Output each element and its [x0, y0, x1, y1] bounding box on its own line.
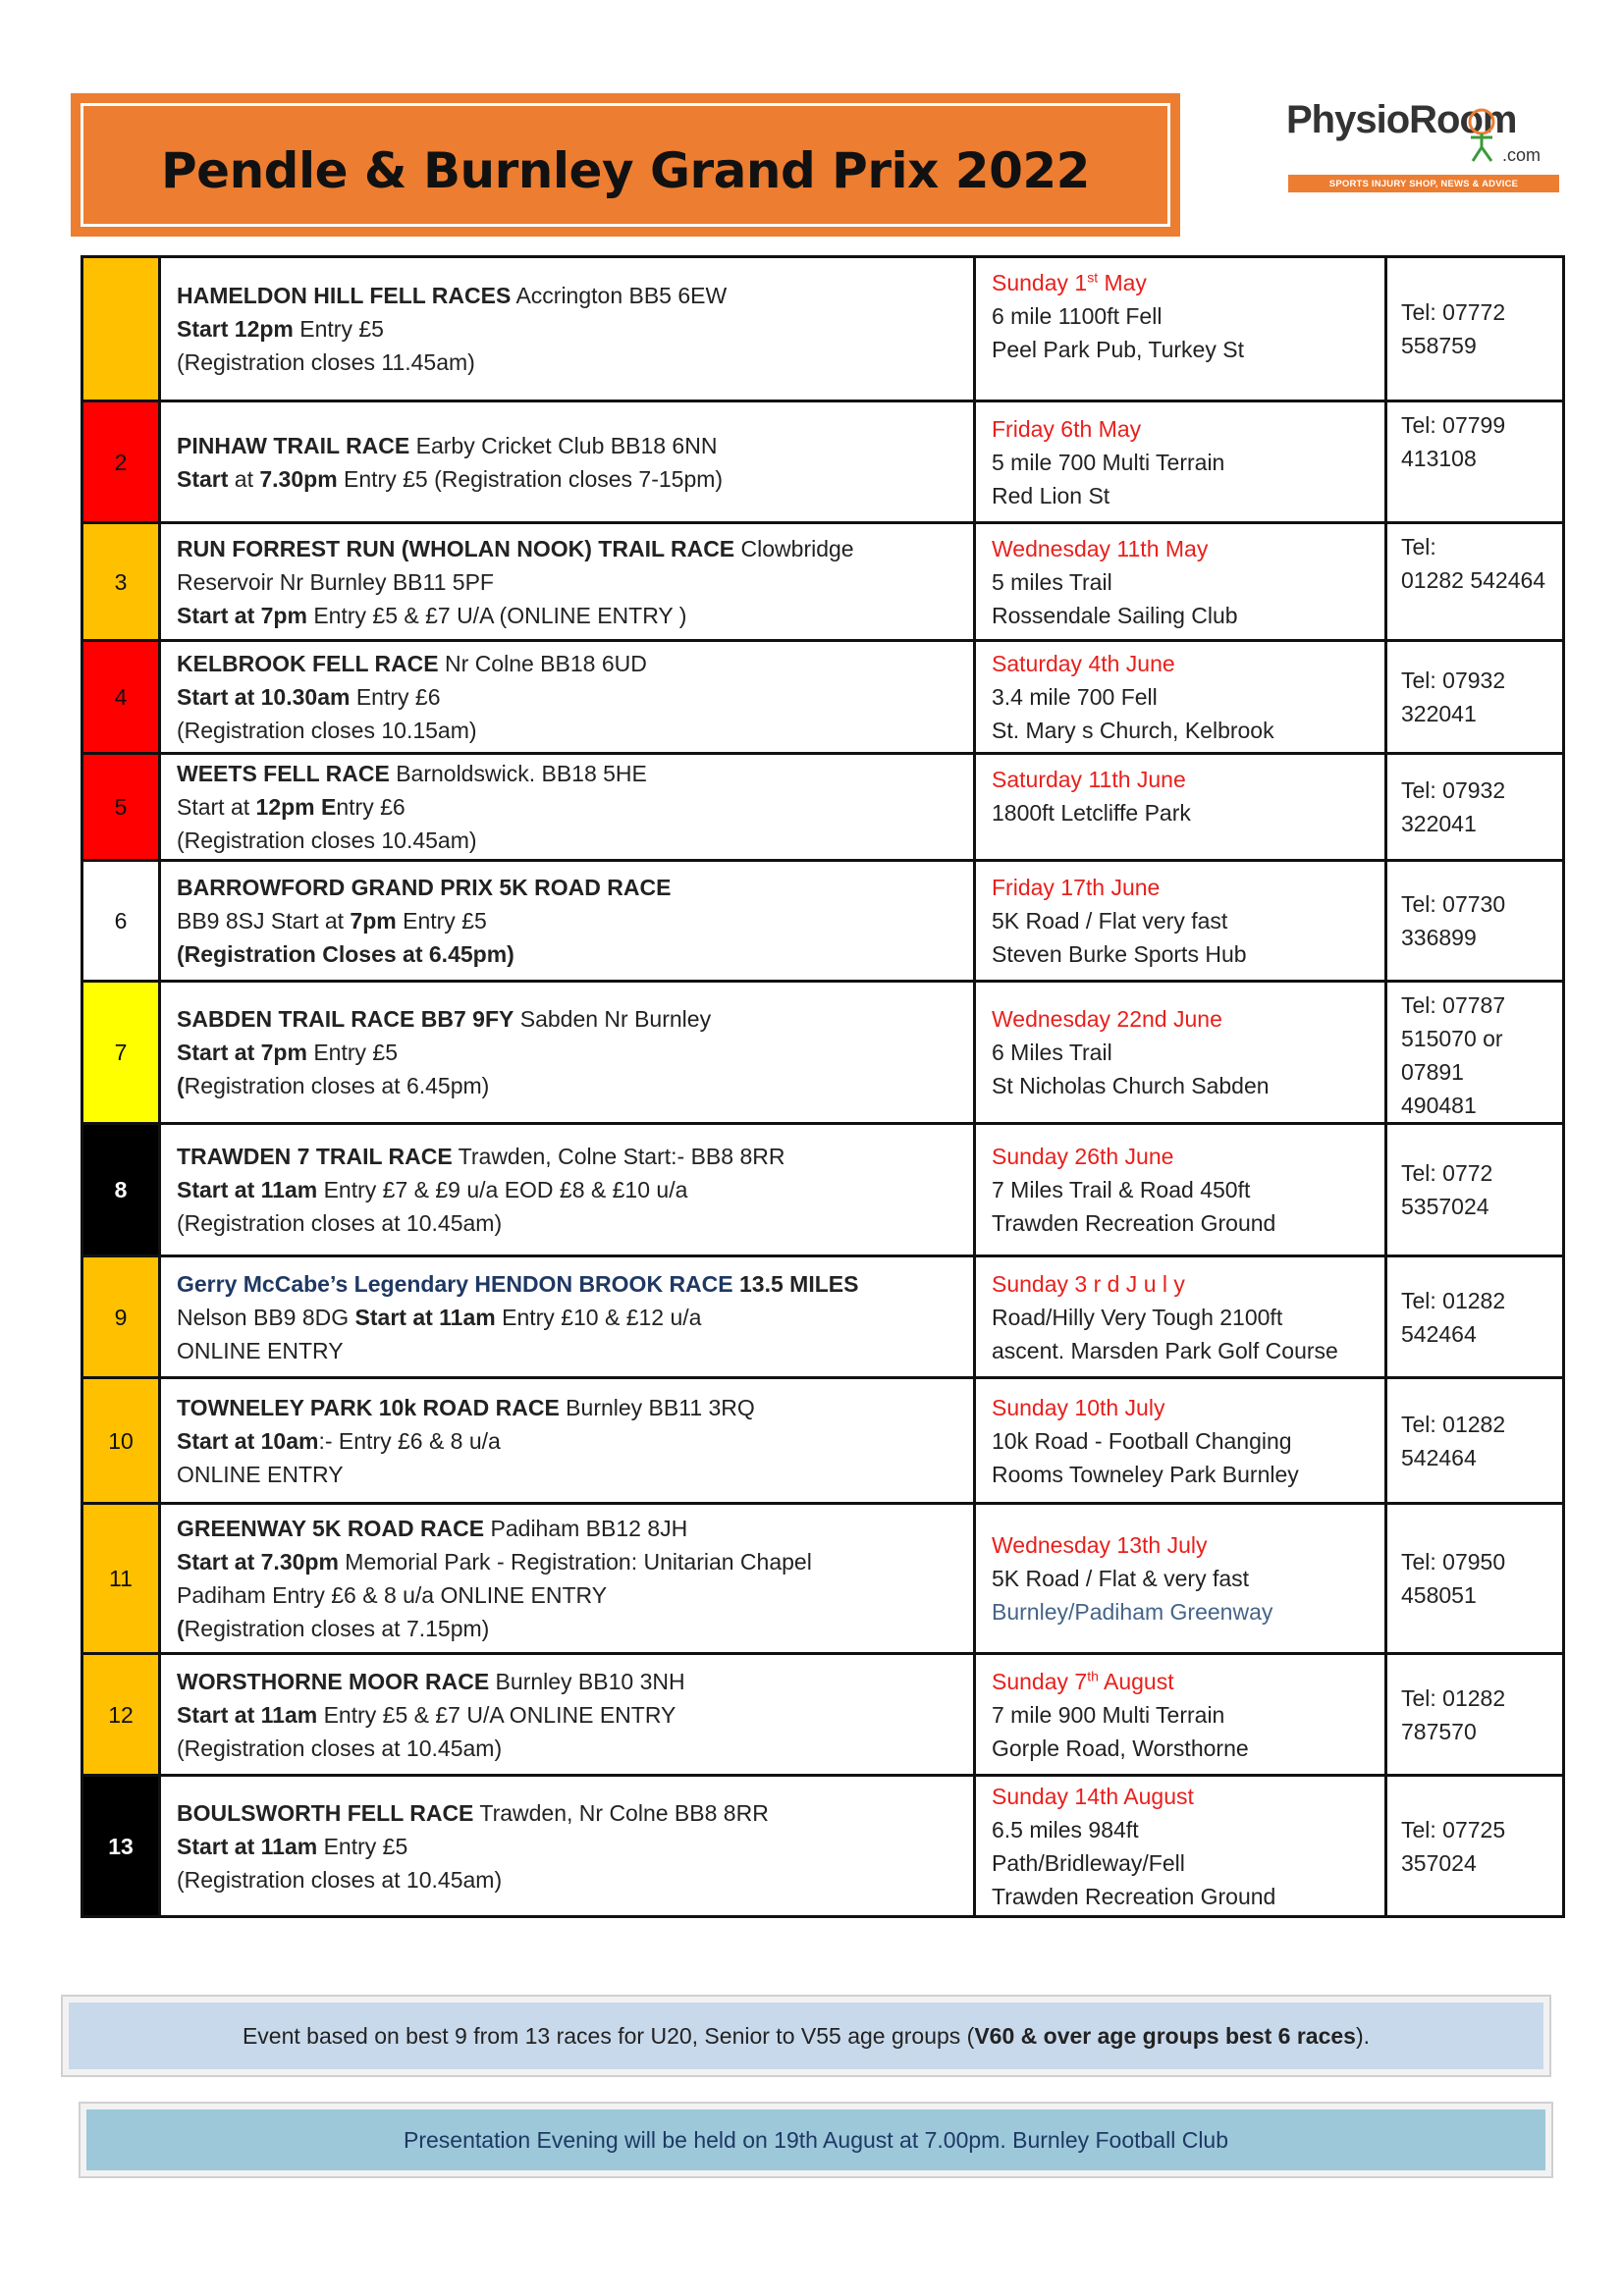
race-row [82, 1504, 1564, 1654]
race-number: 11 [109, 1566, 133, 1591]
race-registration-line: Start at 7pm Entry £5 & £7 U/A (ONLINE ENTRY ) [177, 602, 687, 628]
race-number-cell [82, 1256, 160, 1378]
race-registration-line: (Registration closes at 7.15pm) [177, 1616, 490, 1641]
title-banner [71, 93, 1180, 237]
race-number-cell [82, 982, 160, 1124]
race-contact-cell [1386, 401, 1564, 523]
race-start-line: BB9 8SJ Start at 7pm Entry £5 [177, 908, 487, 934]
race-venue: Rossendale Sailing Club [992, 602, 1238, 628]
race-contact-cell [1386, 257, 1564, 401]
race-start-line: Start at 11am Entry £7 & £9 u/a EOD £8 & £10 u/a [177, 1177, 688, 1202]
contact-phone-cont: 413108 [1401, 446, 1477, 471]
race-number-cell [82, 1654, 160, 1776]
race-row [82, 861, 1564, 982]
contact-phone: Tel: 01282 [1401, 1287, 1506, 1313]
contact-phone: Tel: 07932 [1401, 667, 1506, 693]
race-venue: Trawden Recreation Ground [992, 1883, 1276, 1909]
race-title-line: Gerry McCabe’s Legendary HENDON BROOK RACE 13.5 MILES [177, 1270, 859, 1297]
contact-phone: Tel: 07932 [1401, 777, 1506, 803]
contact-phone: Tel: 07787 [1401, 992, 1506, 1018]
race-row [82, 1654, 1564, 1776]
race-title-line: SABDEN TRAIL RACE BB7 9FY Sabden Nr Burnley [177, 1006, 712, 1032]
contact-phone-cont: 515070 or 07891 [1401, 1026, 1503, 1085]
race-row [82, 1378, 1564, 1504]
contact-phone: Tel: 07799 [1401, 412, 1506, 438]
race-registration-line: Padiham Entry £6 & 8 u/a ONLINE ENTRY [177, 1582, 608, 1608]
race-info-cell [160, 523, 975, 641]
race-registration-line: ONLINE ENTRY [177, 1337, 344, 1363]
race-detail: Road/Hilly Very Tough 2100ft [992, 1304, 1283, 1330]
race-info-cell [160, 1124, 975, 1256]
race-start-line: Start at 10am:- Entry £6 & 8 u/a [177, 1427, 501, 1454]
race-title-line: GREENWAY 5K ROAD RACE Padiham BB12 8JH [177, 1516, 688, 1541]
race-info-cell [160, 982, 975, 1124]
race-registration-line: (Registration closes 10.15am) [177, 718, 477, 743]
race-date: Wednesday 13th July [992, 1532, 1208, 1558]
race-title-line: HAMELDON HILL FELL RACES Accrington BB5 6EW [177, 283, 728, 308]
race-start-line: Start at 12pm Entry £6 [177, 794, 406, 820]
race-number-cell [82, 1776, 160, 1917]
race-row [82, 1124, 1564, 1256]
race-number: 3 [114, 568, 128, 595]
race-title-line: TRAWDEN 7 TRAIL RACE Trawden, Colne Start:- BB8 8RR [177, 1144, 785, 1169]
contact-phone: Tel: 07725 [1401, 1816, 1506, 1842]
contact-phone: Tel: 07772 [1401, 299, 1506, 325]
race-title-line: PINHAW TRAIL RACE Earby Cricket Club BB18 6NN [177, 432, 718, 458]
race-date-cell [975, 257, 1386, 401]
contact-phone-cont: 490481 [1401, 1093, 1477, 1118]
race-schedule-table [81, 255, 1565, 1918]
race-detail: 5K Road / Flat very fast [992, 908, 1228, 934]
race-start-line: Start at 11am Entry £5 & £7 U/A ONLINE ENTRY [177, 1701, 676, 1728]
race-detail: 6.5 miles 984ft [992, 1816, 1139, 1842]
race-registration-line: (Registration Closes at 6.45pm) [177, 941, 514, 967]
race-venue: Rooms Towneley Park Burnley [992, 1461, 1299, 1487]
race-number: 6 [114, 908, 128, 934]
race-number-cell [82, 1378, 160, 1504]
race-info-cell [160, 1256, 975, 1378]
race-detail: 7 Miles Trail & Road 450ft [992, 1177, 1251, 1202]
race-venue: Peel Park Pub, Turkey St [992, 337, 1244, 362]
race-number: 4 [114, 684, 128, 710]
race-detail: 6 Miles Trail [992, 1040, 1112, 1065]
race-number-cell [82, 861, 160, 982]
race-registration-line: (Registration closes at 6.45pm) [177, 1073, 490, 1098]
contact-phone-cont: 5357024 [1401, 1194, 1489, 1219]
race-date: Sunday 10th July [992, 1394, 1165, 1420]
contact-phone-cont: 01282 542464 [1401, 567, 1546, 593]
contact-phone: Tel: [1401, 534, 1436, 560]
race-detail: 10k Road - Football Changing [992, 1427, 1292, 1454]
race-date-cell [975, 1124, 1386, 1256]
race-row [82, 641, 1564, 754]
contact-phone: Tel: 07950 [1401, 1549, 1506, 1575]
race-contact-cell [1386, 1378, 1564, 1504]
race-start-line: Nelson BB9 8DG Start at 11am Entry £10 & £12 u/a [177, 1304, 702, 1330]
race-number-cell [82, 641, 160, 754]
race-detail: 1800ft Letcliffe Park [992, 800, 1191, 826]
race-info-cell [160, 1654, 975, 1776]
race-row [82, 982, 1564, 1124]
race-start-line: Start at 10.30am Entry £6 [177, 684, 441, 710]
race-venue: St. Mary s Church, Kelbrook [992, 718, 1274, 743]
race-contact-cell [1386, 861, 1564, 982]
contact-phone: Tel: 01282 [1401, 1411, 1506, 1437]
race-date: Sunday 26th June [992, 1144, 1174, 1169]
presentation-note [81, 2104, 1551, 2176]
race-row [82, 401, 1564, 523]
race-date: Sunday 1st May [992, 269, 1147, 295]
logo-wordmark: PhysioRoom [1286, 98, 1517, 141]
race-date: Wednesday 11th May [992, 535, 1209, 561]
race-venue: ascent. Marsden Park Golf Course [992, 1337, 1338, 1363]
race-venue: Gorple Road, Worsthorne [992, 1735, 1249, 1761]
race-info-cell [160, 1378, 975, 1504]
race-date-cell [975, 1256, 1386, 1378]
race-date-cell [975, 861, 1386, 982]
race-venue: St Nicholas Church Sabden [992, 1073, 1270, 1098]
race-row [82, 523, 1564, 641]
race-date-cell [975, 1776, 1386, 1917]
physioroom-logo [1276, 98, 1571, 196]
race-detail: 6 mile 1100ft Fell [992, 303, 1163, 329]
race-row [82, 754, 1564, 861]
race-detail: 7 mile 900 Multi Terrain [992, 1701, 1225, 1728]
runner-figure-icon [1465, 104, 1498, 163]
race-title-line: TOWNELEY PARK 10k ROAD RACE Burnley BB11 3RQ [177, 1394, 755, 1420]
race-registration-line: (Registration closes 11.45am) [177, 349, 475, 375]
race-detail: 5 miles Trail [992, 568, 1112, 595]
race-registration-line: (Registration closes 10.45am) [177, 828, 477, 853]
race-number: 9 [114, 1304, 128, 1330]
race-date: Saturday 4th June [992, 651, 1175, 676]
race-registration-line: (Registration closes at 10.45am) [177, 1735, 503, 1761]
race-date-cell [975, 754, 1386, 861]
race-number: 7 [114, 1040, 128, 1065]
race-title-line: BARROWFORD GRAND PRIX 5K ROAD RACE [177, 875, 672, 900]
race-contact-cell [1386, 523, 1564, 641]
race-date: Saturday 11th June [992, 767, 1186, 792]
race-info-cell [160, 401, 975, 523]
race-registration-line: ONLINE ENTRY [177, 1461, 344, 1487]
race-contact-cell [1386, 1654, 1564, 1776]
race-date: Sunday 14th August [992, 1783, 1194, 1809]
race-venue: Path/Bridleway/Fell [992, 1849, 1185, 1876]
race-contact-cell [1386, 641, 1564, 754]
contact-phone-cont: 458051 [1401, 1582, 1477, 1608]
race-start-line: Start at 7.30pm Memorial Park - Registration: Unitarian Chapel [177, 1549, 812, 1575]
race-detail: 5 mile 700 Multi Terrain [992, 449, 1225, 475]
race-number: 8 [114, 1177, 128, 1202]
race-date: Wednesday 22nd June [992, 1006, 1222, 1032]
race-info-cell [160, 861, 975, 982]
race-venue: Burnley/Padiham Greenway [992, 1599, 1273, 1625]
logo-tagline: SPORTS INJURY SHOP, NEWS & ADVICE [1288, 175, 1559, 192]
race-row [82, 1256, 1564, 1378]
contact-phone-cont: 357024 [1401, 1849, 1477, 1876]
contact-phone-cont: 787570 [1401, 1718, 1477, 1744]
contact-phone-cont: 322041 [1401, 811, 1477, 836]
contact-phone-cont: 542464 [1401, 1320, 1477, 1347]
logo-domain: .com [1502, 145, 1542, 165]
race-date-cell [975, 641, 1386, 754]
race-date-cell [975, 1504, 1386, 1654]
race-date-cell [975, 401, 1386, 523]
race-number: 12 [108, 1701, 134, 1728]
race-date: Sunday 3 r d J u l y [992, 1270, 1185, 1297]
race-date-cell [975, 523, 1386, 641]
page-title: Pendle & Burnley Grand Prix 2022 [161, 142, 1090, 199]
race-venue: Steven Burke Sports Hub [992, 941, 1247, 967]
race-contact-cell [1386, 754, 1564, 861]
race-contact-cell [1386, 1776, 1564, 1917]
race-date: Friday 6th May [992, 415, 1142, 442]
race-title-line: RUN FORREST RUN (WHOLAN NOOK) TRAIL RACE Clowbridge [177, 535, 854, 561]
race-date-cell [975, 1654, 1386, 1776]
race-contact-cell [1386, 1504, 1564, 1654]
race-registration-line: (Registration closes at 10.45am) [177, 1866, 503, 1893]
race-info-cell [160, 1504, 975, 1654]
contact-phone-cont: 542464 [1401, 1444, 1477, 1470]
race-detail: 3.4 mile 700 Fell [992, 684, 1158, 710]
presentation-note-text: Presentation Evening will be held on 19th August at 7.00pm. Burnley Football Club [403, 2126, 1229, 2153]
contact-phone-cont: 336899 [1401, 925, 1477, 950]
race-number-cell [82, 754, 160, 861]
race-info-cell [160, 1776, 975, 1917]
race-title-line: WORSTHORNE MOOR RACE Burnley BB10 3NH [177, 1668, 685, 1694]
race-venue: Red Lion St [992, 482, 1110, 508]
race-info-cell [160, 641, 975, 754]
race-date-cell [975, 982, 1386, 1124]
race-row [82, 1776, 1564, 1917]
race-number: 13 [108, 1833, 134, 1859]
race-number-cell [82, 523, 160, 641]
race-title-line: BOULSWORTH FELL RACE Trawden, Nr Colne BB8 8RR [177, 1799, 769, 1826]
race-number-cell [82, 257, 160, 401]
race-location-line: Reservoir Nr Burnley BB11 5PF [177, 568, 494, 595]
race-start-line: Start at 11am Entry £5 [177, 1833, 408, 1859]
contact-phone-cont: 322041 [1401, 701, 1477, 726]
race-date: Friday 17th June [992, 875, 1161, 900]
contact-phone: Tel: 01282 [1401, 1684, 1506, 1711]
race-date-cell [975, 1378, 1386, 1504]
race-venue: Trawden Recreation Ground [992, 1210, 1276, 1236]
race-registration-line: (Registration closes at 10.45am) [177, 1210, 503, 1236]
contact-phone: Tel: 0772 [1401, 1160, 1493, 1186]
race-start-line: Start at 7.30pm Entry £5 (Registration closes 7-15pm) [177, 465, 724, 492]
race-row [82, 257, 1564, 401]
race-start-line: Start at 7pm Entry £5 [177, 1040, 398, 1065]
race-date: Sunday 7th August [992, 1667, 1174, 1694]
scoring-note-text: Event based on best 9 from 13 races for U20, Senior to V55 age groups (V60 & over age groups best 6 races). [242, 2022, 1371, 2049]
contact-phone-cont: 558759 [1401, 333, 1477, 358]
race-title-line: WEETS FELL RACE Barnoldswick. BB18 5HE [177, 761, 647, 786]
race-info-cell [160, 257, 975, 401]
race-number-cell [82, 1504, 160, 1654]
contact-phone: Tel: 07730 [1401, 891, 1506, 917]
scoring-note [63, 1997, 1549, 2075]
race-number: 5 [114, 794, 128, 820]
race-title-line: KELBROOK FELL RACE Nr Colne BB18 6UD [177, 651, 647, 676]
race-info-cell [160, 754, 975, 861]
race-number-cell [82, 401, 160, 523]
race-number: 10 [108, 1427, 134, 1454]
race-contact-cell [1386, 982, 1564, 1124]
race-number: 2 [114, 449, 128, 475]
race-number-cell [82, 1124, 160, 1256]
race-contact-cell [1386, 1256, 1564, 1378]
title-frame [81, 103, 1170, 227]
race-start-line: Start 12pm Entry £5 [177, 316, 384, 342]
race-detail: 5K Road / Flat & very fast [992, 1566, 1250, 1591]
race-contact-cell [1386, 1124, 1564, 1256]
